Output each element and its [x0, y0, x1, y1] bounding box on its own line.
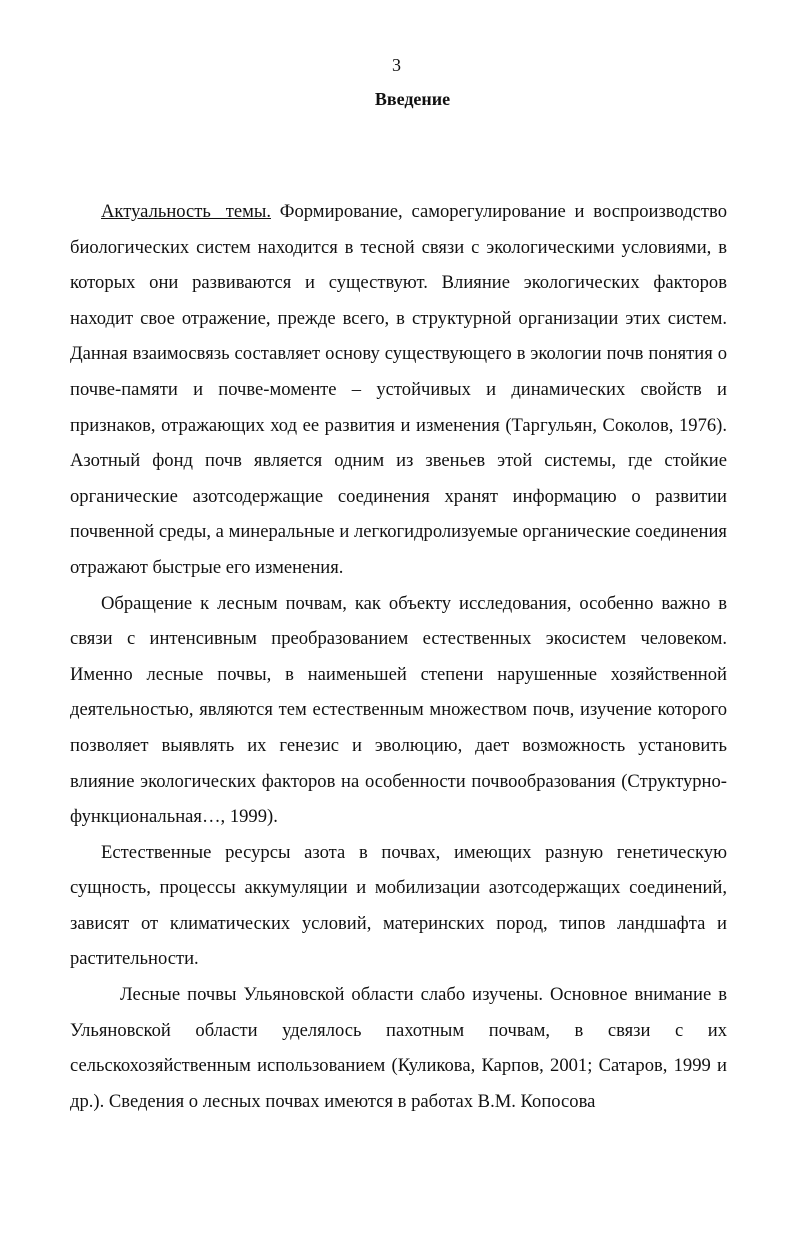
section-title: Введение [374, 89, 451, 109]
body-text [70, 194, 727, 1119]
page-number: 3 [392, 55, 401, 75]
paragraph-forest-soils: Обращение к лесным почвам, как объекту исследования, особенно важно в связи с интенсивным преобразованием естественных экосистем человеком. Именно лесные почвы, в наименьшей степени нарушенные хозяйственной деятельностью, являются тем естественным множеством почв, изучение которого позволяет выявлять их генезис и эволюцию, дает возможность установить влияние экологических факторов на особенности почвообразования (Структурно-функциональная…, 1999). [70, 592, 727, 828]
paragraph-text: Формирование, саморегулирование и воспроизводство биологических систем находится в тесной связи с экологическими условиями, в которых они развиваются и существуют. Влияние экологических факторов находит свое отражение, прежде всего, в структурной организации этих систем. Данная взаимосвязь составляет основу существующего в экологии почв понятия о почве-памяти и почве-моменте – устойчивых и динамических свойств и признаков, отражающих ход ее развития и изменения (Таргульян, Соколов, 1976). Азотный фонд почв является одним из звеньев этой системы, где стойкие органические азотсодержащие соединения хранят информацию о развитии почвенной среды, а минеральные и легкогидролизуемые органические соединения отражают быстрые его изменения. [70, 201, 727, 578]
paragraph-relevance [70, 194, 727, 586]
paragraph-nitrogen-resources: Естественные ресурсы азота в почвах, имеющих разную генетическую сущность, процессы аккумуляции и мобилизации азотсодержащих соединений, зависят от климатических условий, материнских пород, типов ландшафта и растительности. [70, 841, 727, 970]
paragraph-ulyanovsk: Лесные почвы Ульяновской области слабо изучены. Основное внимание в Ульяновской области уделялось пахотным почвам, в связи с их сельскохозяйственным использованием (Куликова, Карпов, 2001; Сатаров, 1999 и др.). Сведения о лесных почвах имеются в работах В.М. Копосова [70, 984, 727, 1112]
relevance-heading: Актуальность темы. [101, 201, 271, 222]
